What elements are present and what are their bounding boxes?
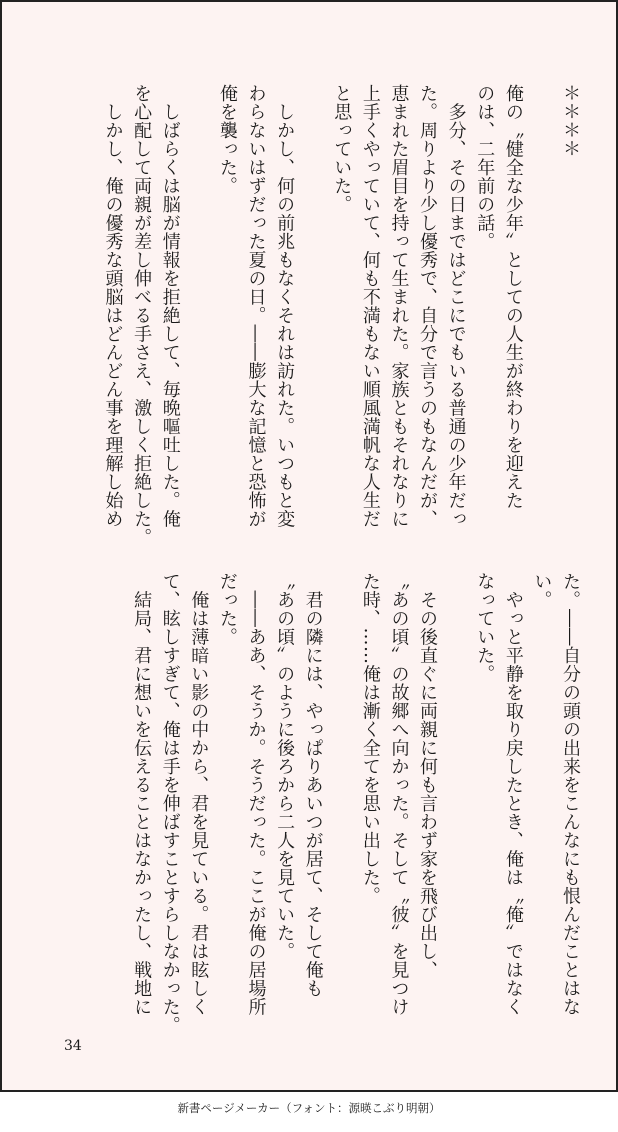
text-line: 多分、その日まではどこにでもいる普通の少年だっ [445, 84, 467, 528]
text-line: 俺を襲った。 [216, 84, 238, 195]
text-block-bottom [10, 572, 584, 1035]
text-line: た時、……俺は漸く全てを思い出した。 [359, 572, 381, 905]
text-line: い。 [531, 572, 553, 609]
text-line: なっていた。 [474, 572, 496, 683]
text-line: を心配して両親が差し伸べる手さえ、激しく拒絶した。 [131, 84, 153, 547]
text-line: 俺は薄暗い影の中から、君を見ている。君は眩しく [188, 572, 210, 1016]
text-line: と思っていた。 [331, 84, 353, 214]
text-line: しかし、何の前兆もなくそれは訪れた。いつもと変 [274, 84, 296, 528]
text-line: た。――自分の頭の出来をこんなにも恨んだことはな [560, 572, 581, 1016]
text-line: 俺の〝健全な少年〟としての人生が終わりを迎えた [502, 84, 524, 510]
text-line: 上手くやっていて、何も不満もない順風満帆な人生だ [359, 84, 381, 528]
text-line: て、眩しすぎて、俺は手を伸ばすことすらしなかった。 [159, 572, 181, 1035]
text-line: 〝あの頃〟のように後ろから二人を見ていた。 [274, 572, 296, 961]
text-line: 君の隣には、やっぱりあいつが居て、そして俺も [302, 572, 324, 998]
footer-caption: 新書ページメーカー（フォント：源暎こぶり明朝） [177, 1101, 441, 1115]
text-line: だった。 [216, 572, 238, 646]
text-line: のは、二年前の話。 [474, 84, 496, 251]
page-number: 34 [64, 1038, 82, 1054]
text-line: 結局、君に想いを伝えることはなかったし、戦地に [131, 572, 153, 1016]
text-line: しかし、俺の優秀な頭脳はどんどん事を理解し始め [102, 84, 124, 528]
text-line: ――ああ、そうか。そうだった。ここが俺の居場所 [245, 572, 267, 1016]
text-line: 〝あの頃〟の故郷へ向かった。そして〝彼〟を見つけ [388, 572, 410, 1016]
text-line: ＊＊＊＊ [560, 84, 581, 158]
text-line: た。周りより少し優秀で、自分で言うのもなんだが、 [417, 84, 439, 528]
text-line: しばらくは脳が情報を拒絶して、毎晩嘔吐した。俺 [159, 84, 181, 528]
text-line: わらないはずだった夏の日。――膨大な記憶と恐怖が [245, 84, 267, 528]
text-line: やっと平静を取り戻したとき、俺は〝俺〟ではなく [502, 572, 524, 1016]
text-line: その後直ぐに両親に何も言わず家を飛び出し、 [417, 572, 439, 979]
text-line: 恵まれた眉目を持って生まれた。家族ともそれなりに [388, 84, 410, 528]
text-block-top [10, 84, 584, 547]
